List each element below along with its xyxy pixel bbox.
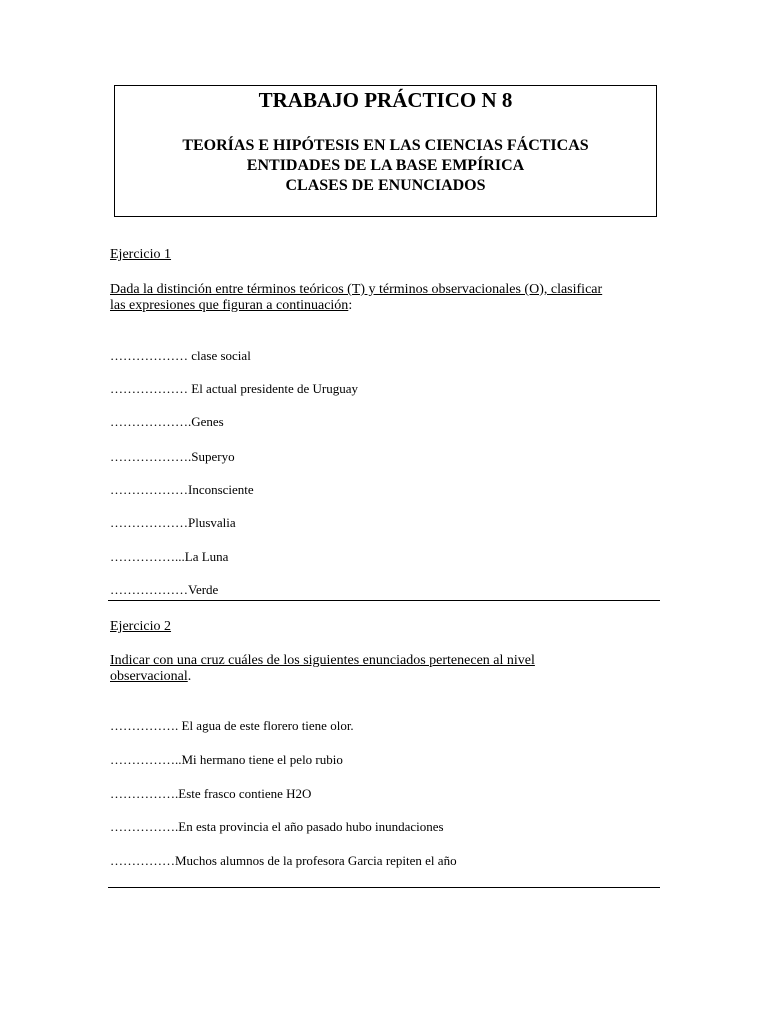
exercise-1-instruction-line-1: Dada la distinción entre términos teóricos (T) y términos observacionales (O), clasificar — [110, 282, 603, 297]
exercise-1-item: ……………….Genes — [110, 414, 224, 429]
exercise-1-item: ……………...La Luna — [110, 549, 229, 564]
exercise-2-instruction-line-2 — [110, 669, 191, 685]
exercise-2-instruction-line-1: Indicar con una cruz cuáles de los siguientes enunciados pertenecen al nivel — [110, 653, 535, 668]
subtitle-1: TEORÍAS E HIPÓTESIS EN LAS CIENCIAS FÁCTICAS — [182, 137, 589, 154]
exercise-2-item: ……………. El agua de este florero tiene olor. — [110, 718, 354, 733]
page-title: TRABAJO PRÁCTICO N 8 — [258, 88, 513, 112]
exercise-2-item: ……………..Mi hermano tiene el pelo rubio — [110, 752, 343, 767]
exercise-1-instruction-text: las expresiones que figuran a continuación — [110, 298, 349, 313]
exercise-2-instruction-text: observacional — [110, 669, 188, 684]
exercise-2-item: ……………Muchos alumnos de la profesora Garcia repiten el año — [110, 853, 457, 868]
exercise-1-heading: Ejercicio 1 — [110, 247, 172, 262]
exercise-2-item: …………….Este frasco contiene H2O — [110, 786, 312, 801]
exercise-1-instruction-line-2 — [110, 298, 352, 314]
section-divider — [108, 600, 660, 601]
subtitle-2: ENTIDADES DE LA BASE EMPÍRICA — [246, 157, 525, 174]
exercise-1-item: ……………… El actual presidente de Uruguay — [110, 381, 359, 396]
exercise-2-instruction-end: . — [187, 669, 192, 684]
exercise-1-item: ………………Verde — [110, 582, 219, 597]
bottom-divider — [108, 887, 660, 888]
exercise-1-item: ………………Plusvalia — [110, 515, 236, 530]
exercise-2-item: …………….En esta provincia el año pasado hubo inundaciones — [110, 819, 444, 834]
exercise-1-item: ……………….Superyo — [110, 449, 235, 464]
subtitle-3: CLASES DE ENUNCIADOS — [285, 177, 486, 194]
exercise-1-item: ……………… clase social — [110, 348, 251, 363]
exercise-1-item: ………………Inconsciente — [110, 482, 254, 497]
title-box — [114, 85, 657, 217]
exercise-2-heading: Ejercicio 2 — [110, 619, 172, 634]
exercise-1-instruction-end: : — [348, 298, 353, 313]
